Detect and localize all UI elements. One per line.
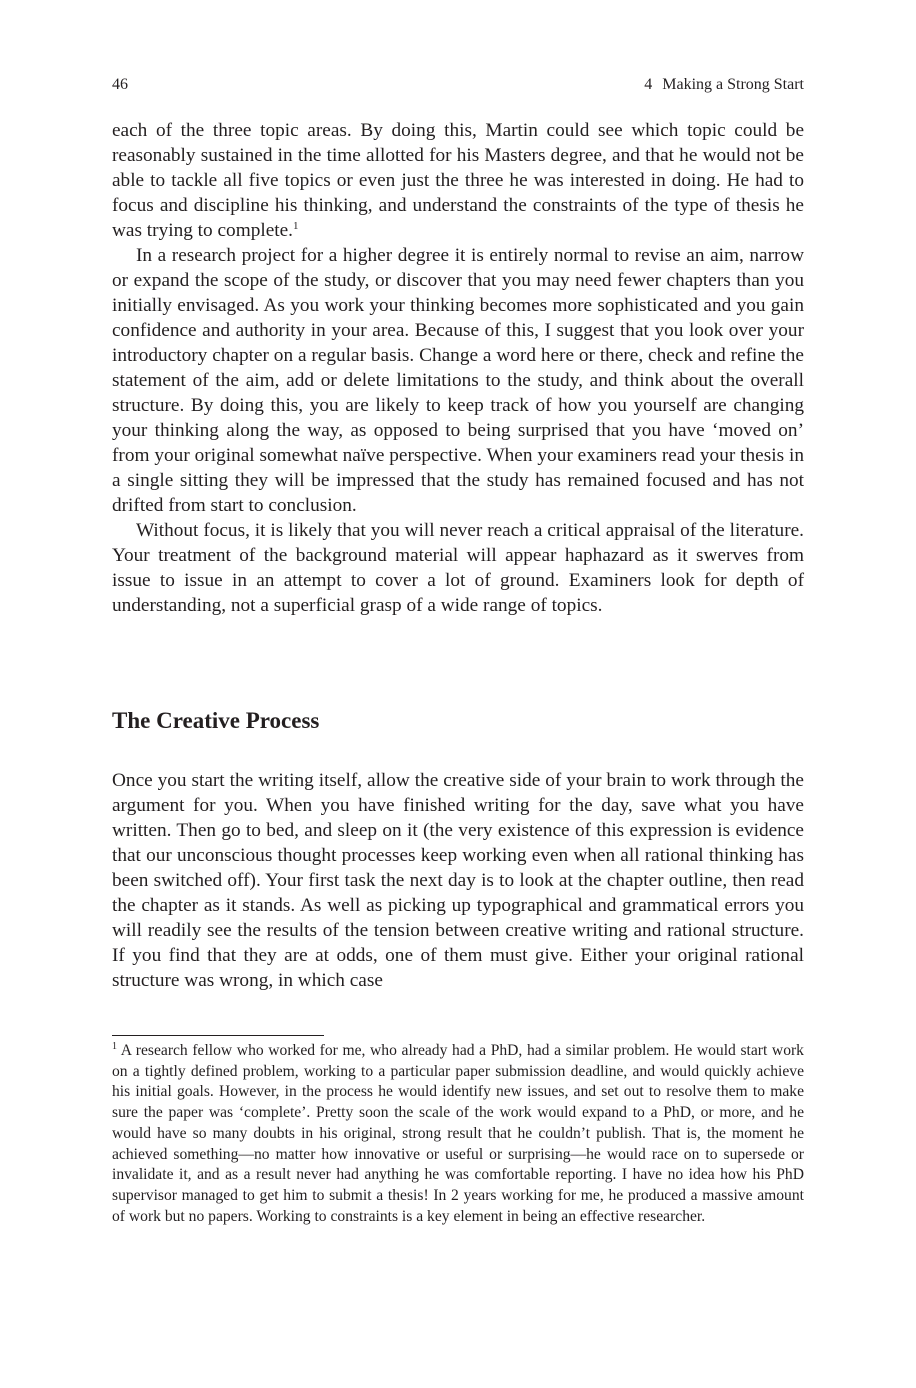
section-creative-text (112, 768, 804, 993)
paragraph-revise-aim: In a research project for a higher degree it is entirely normal to revise an aim, narrow or expand the scope of the study, or discover that you may need fewer chapters than you initially envisaged. As you work your thinking becomes more sophisticated and you gain confidence and authority in your area. Because of this, I suggest that you look over your introductory chapter on a regular basis. Change a word here or there, check and refine the statement of the aim, add or delete limitations to the study, and think about the overall structure. By doing this, you are likely to keep track of how you yourself are changing your thinking along the way, as opposed to being surprised that you have ‘moved on’ from your original somewhat naïve perspective. When your examiners read your thesis in a single sitting they will be impressed that the study has remained focused and has not drifted from start to conclusion. (112, 245, 804, 516)
footnote (112, 1041, 804, 1227)
paragraph-continuation (112, 118, 804, 243)
footnote-number: 1 (112, 1041, 117, 1052)
running-header (112, 75, 804, 95)
footnote-text: A research fellow who worked for me, who already had a PhD, had a similar problem. He would start work on a tightly defined problem, working to a particular paper submission deadline, and would quickly achieve his initial goals. However, in the process he would identify new issues, and set out to resolve them to make sure the paper was ‘complete’. Pretty soon the scale of the work would expand to a PhD, or more, and he would have so many doubts in his original, strong result that he couldn’t publish. That is, the moment he achieved something—no matter how innovative or useful or surprising—he would race on to supersede or invalidate it, and as a result never had anything he was comfortable reporting. I have no idea how his PhD supervisor managed to get him to submit a thesis! In 2 years working for me, he produced a massive amount of work but no papers. Working to constraints is a key element in being an effective researcher. (112, 1042, 804, 1225)
chapter-number: 4 (644, 76, 653, 93)
page-number: 46 (112, 76, 128, 93)
section-heading: The Creative Process (112, 708, 320, 733)
chapter-title: Making a Strong Start (662, 76, 804, 93)
paragraph-creative-process: Once you start the writing itself, allow the creative side of your brain to work through the argument for you. When you have finished writing for the day, save what you have written. Then go to bed, and sleep on it (the very existence of this expression is evidence that our unconscious thought processes keep working even when all rational thinking has been switched off). Your first task the next day is to look at the chapter outline, then read the chapter as it stands. As well as picking up typographical and grammatical errors you will readily see the results of the tension between creative writing and rational structure. If you find that they are at odds, one of them must give. Either your original rational structure was wrong, in which case (112, 770, 804, 991)
footnote-divider (112, 1035, 324, 1036)
paragraph-without-focus: Without focus, it is likely that you will never reach a critical appraisal of the literature. Your treatment of the background material will appear haphazard as it swerves from issue to issue in an attempt to cover a lot of ground. Examiners look for depth of understanding, not a superficial grasp of a wide range of topics. (112, 520, 804, 616)
footnote-reference: 1 (293, 220, 299, 232)
paragraph-text: each of the three topic areas. By doing this, Martin could see which topic could be reasonably sustained in the time allotted for his Masters degree, and that he would not be able to tackle all five topics or even just the three he was interested in doing. He had to focus and discipline his thinking, and understand the constraints of the type of thesis he was trying to complete. (112, 120, 804, 241)
chapter-running-title (644, 75, 804, 95)
section-focus-text (112, 118, 804, 618)
